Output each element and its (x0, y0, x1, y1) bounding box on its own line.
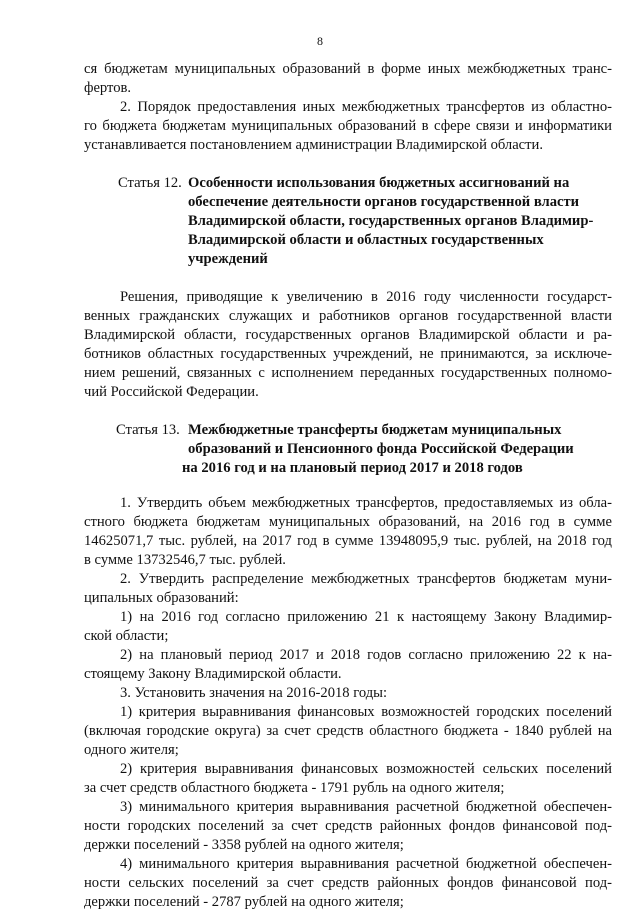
text-line: 1. Утвердить объем межбюджетных трансфертов, предоставляемых из обла- (120, 495, 612, 511)
text-line: ности сельских поселений за счет средств районных фондов финансовой под- (84, 875, 612, 891)
article-13-label: Статья 13. (116, 422, 180, 438)
article-13-paragraph-3 (84, 684, 612, 703)
article-13-paragraph-1 (84, 494, 612, 570)
text-line: чий Российской Федерации. (84, 384, 259, 400)
text-line: фертов. (84, 80, 132, 96)
text-line: стного бюджета бюджетам муниципальных образований, на 2016 год в сумме (84, 514, 612, 530)
article-13-item-2-1 (84, 608, 612, 646)
title-line: на 2016 год и на плановый период 2017 и 2018 годов (182, 460, 523, 476)
text-line: 3. Установить значения на 2016-2018 годы: (120, 685, 388, 701)
text-line: 14625071,7 тыс. рублей, на 2017 год в сумме 13948095,9 тыс. рублей, на 2018 год (84, 533, 612, 549)
title-line: Владимирской области и областных государственных (188, 232, 544, 248)
text-line: нием решений, связанных с исполнением переданных государственных полномо- (84, 365, 612, 381)
article-12-text (84, 288, 612, 402)
text-line: в сумме 13732546,7 тыс. рублей. (84, 552, 286, 568)
article-12-heading (84, 174, 612, 269)
intro-paragraph (84, 60, 612, 98)
document-body (84, 60, 612, 912)
text-line: 2. Порядок предоставления иных межбюджетных трансфертов из областно- (120, 99, 612, 115)
text-line: Решения, приводящие к увеличению в 2016 году численности государст- (120, 289, 612, 305)
text-line: венных гражданских служащих и работников органов государственной власти (84, 308, 612, 324)
article-13-title (182, 421, 612, 478)
text-line: 2) критерия выравнивания финансовых возможностей сельских поселений (120, 761, 612, 777)
title-line: Владимирской области, государственных органов Владимир- (188, 213, 594, 229)
article-12-label: Статья 12. (118, 175, 182, 191)
article-12-title (188, 174, 612, 269)
text-line: 3) минимального критерия выравнивания расчетной бюджетной обеспечен- (120, 799, 612, 815)
article-13-item-3-1 (84, 703, 612, 760)
article-13-item-3-2 (84, 760, 612, 798)
text-line: 2) на плановый период 2017 и 2018 годов согласно приложению 22 к на- (120, 647, 612, 663)
text-line: 1) на 2016 год согласно приложению 21 к настоящему Закону Владимир- (120, 609, 612, 625)
text-line: устанавливается постановлением администрации Владимирской области. (84, 137, 543, 153)
text-line: Владимирской области, государственных органов Владимирской области и ра- (84, 327, 612, 343)
article-13-heading (84, 421, 612, 478)
title-line: образований и Пенсионного фонда Российской Федерации (188, 441, 574, 457)
text-line: держки поселений - 2787 рублей на одного жителя; (84, 894, 404, 910)
article-13-item-2-2 (84, 646, 612, 684)
article-13-item-3-4 (84, 855, 612, 912)
article-13-item-3-3 (84, 798, 612, 855)
title-line: Межбюджетные трансферты бюджетам муниципальных (188, 422, 562, 438)
text-line: 4) минимального критерия выравнивания расчетной бюджетной обеспечен- (120, 856, 612, 872)
text-line: ботников областных государственных учреждений, не принимаются, за исключе- (84, 346, 612, 362)
text-line: (включая городские округа) за счет средств областного бюджета - 1840 рублей на (84, 723, 612, 739)
article-13-paragraph-2 (84, 570, 612, 608)
paragraph-2 (84, 98, 612, 155)
text-line: ся бюджетам муниципальных образований в форме иных межбюджетных транс- (84, 61, 612, 77)
text-line: ности городских поселений за счет средств районных фондов финансовой под- (84, 818, 612, 834)
text-line: 2. Утвердить распределение межбюджетных трансфертов бюджетам муни- (120, 571, 612, 587)
text-line: держки поселений - 3358 рублей на одного жителя; (84, 837, 404, 853)
text-line: 1) критерия выравнивания финансовых возможностей городских поселений (120, 704, 612, 720)
title-line: обеспечение деятельности органов государственной власти (188, 194, 580, 210)
text-line: одного жителя; (84, 742, 179, 758)
text-line: ципальных образований: (84, 590, 239, 606)
text-line: ской области; (84, 628, 169, 644)
title-line: Особенности использования бюджетных ассигнований на (188, 175, 570, 191)
text-line: стоящему Закону Владимирской области. (84, 666, 342, 682)
page-number: 8 (317, 34, 323, 48)
text-line: го бюджета бюджетам муниципальных образований в сфере связи и информатики (84, 118, 612, 134)
text-line: за счет средств областного бюджета - 1791 рубль на одного жителя; (84, 780, 505, 796)
title-line: учреждений (188, 251, 268, 267)
